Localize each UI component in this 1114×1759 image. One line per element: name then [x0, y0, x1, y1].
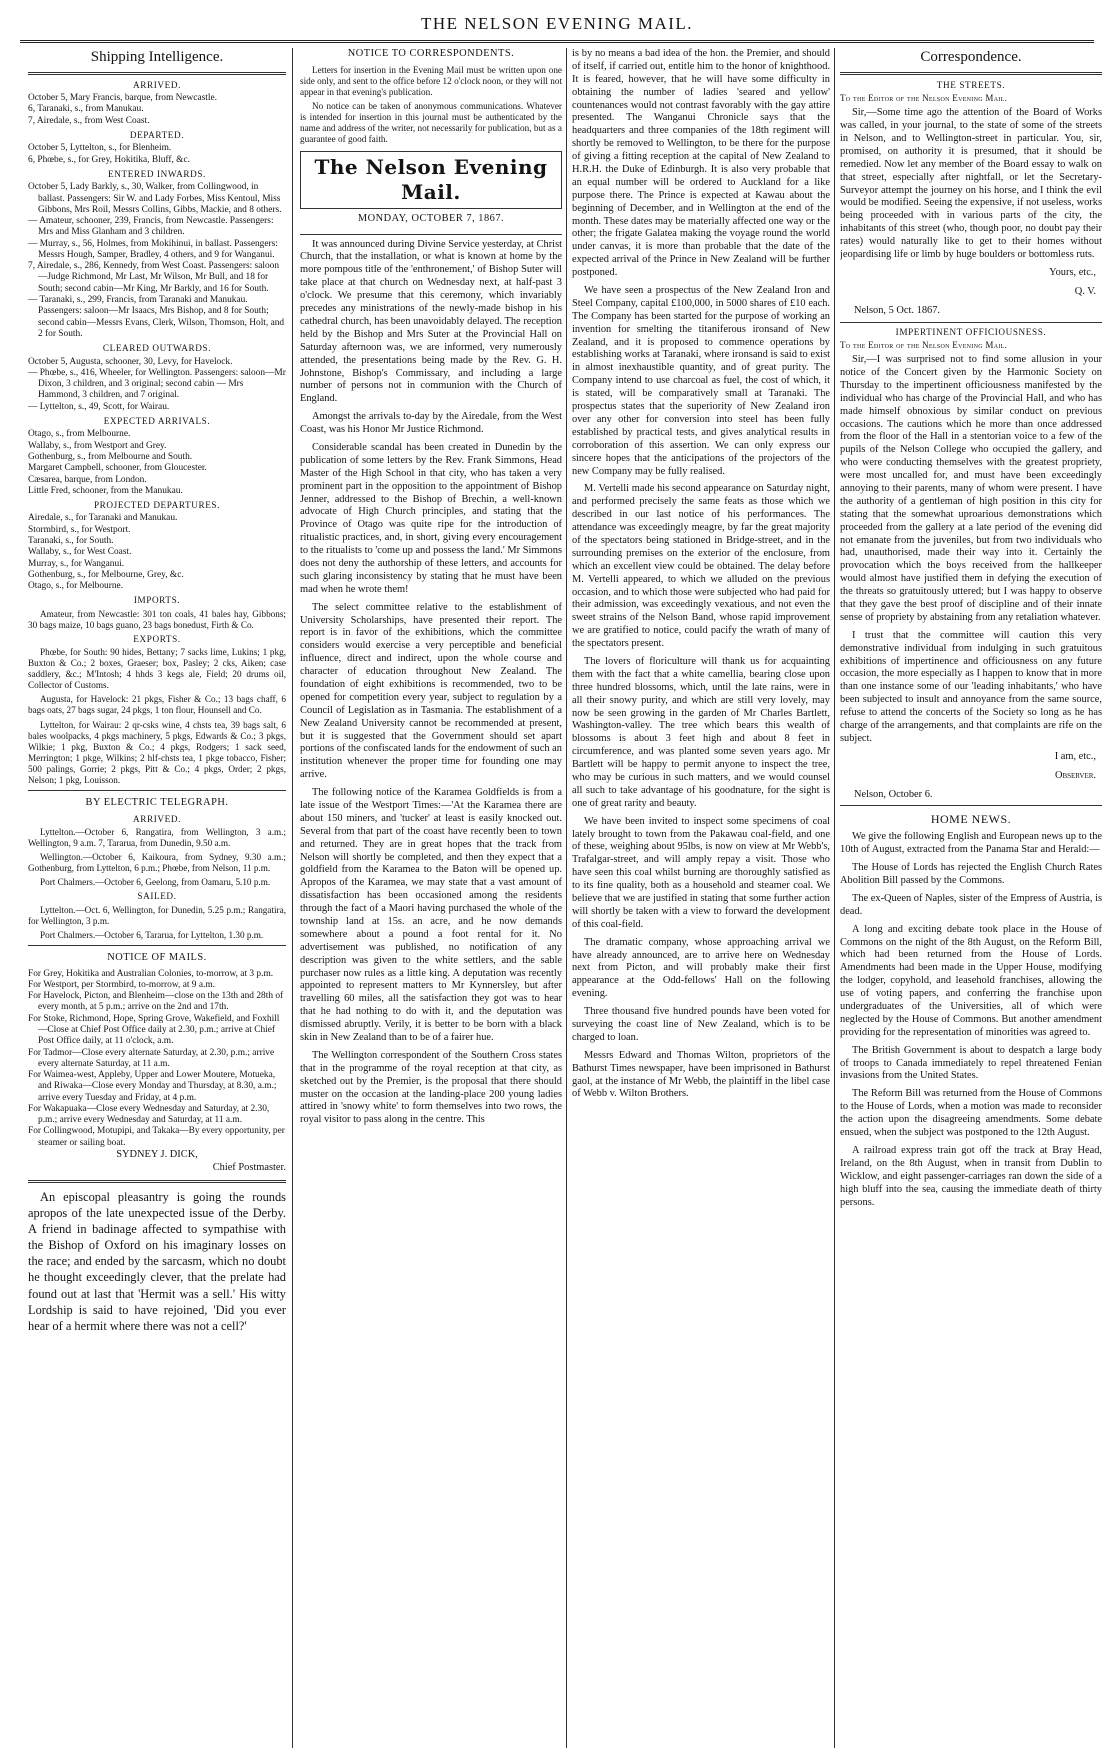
news-paragraph: A railroad express train got off the track at Bray Head, Ireland, on the 8th August, when in transit from Dublin to Wicklow, and eight passenger-carriages ran down the side of a high bluff into the sea, causing the immediate death of thirty persons.	[840, 1144, 1102, 1208]
postmaster-name: SYDNEY J. DICK,	[116, 1149, 198, 1161]
divider	[840, 322, 1102, 323]
shipping-entry: Stormbird, s., for Westport.	[28, 524, 131, 535]
mail-entry: For Tadmor—Close every alternate Saturday, at 2.30, p.m.; arrive every alternate Saturday, at 11 a.m.	[28, 1047, 275, 1069]
notice-text: Letters for insertion in the Evening Mail must be written upon one side only, and sent to the office before 12 o'clock noon, or they will not appear in that evening's publication.	[300, 64, 562, 97]
divider	[28, 790, 286, 791]
mail-entry: For Stoke, Richmond, Hope, Spring Grove, Wakefield, and Foxhill—Close at Chief Post Office daily at 2.30, p.m.; arrive at Chief Post Office daily, at 11 o'clock, a.m.	[28, 1013, 280, 1047]
derby-anecdote: An episcopal pleasantry is going the rounds apropos of the late unexpected issue of the Derby. A friend in badinage affected to sympathise with the Bishop of Oxford on his imaginary losses on the race; and ended by the sarcasm, which no doubt he thought exceedingly clever, that the prelate had found out at last that 'Hermit was a sell.' His witty Lordship is said to have rejoined, 'Did you ever hear of a hermit where there was not a cell?'	[28, 1189, 286, 1333]
shipping-entry: Murray, s., for Wanganui.	[28, 558, 125, 569]
projected-heading: PROJECTED DEPARTURES.	[93, 500, 221, 511]
shipping-entry: — Phœbe, s., 416, Wheeler, for Wellington. Passengers: saloon—Mr Dixon, 3 children, and 3 original; second cabin — Mrs Hammond, 3 children, and 7 original.	[28, 367, 286, 401]
exports-heading: EXPORTS.	[133, 633, 181, 644]
notice-heading: NOTICE TO CORRESPONDENTS.	[347, 48, 515, 59]
officiousness-heading: IMPERTINENT OFFICIOUSNESS.	[895, 326, 1047, 337]
shipping-entry: 7, Airedale, s., from West Coast.	[28, 115, 150, 126]
column-rule	[566, 48, 567, 1748]
shipping-entry: — Lyttelton, s., 49, Scott, for Wairau.	[28, 401, 170, 412]
divider	[28, 72, 286, 75]
article-paragraph: Considerable scandal has been created in Dunedin by the publication of some letters by the Rev. Frank Simmons, Head Master of the High School in that city, who has taken a very prominent part in the opposition to the appointment of Bishop Jenner, addressed to the Bishop of Brechin, a well-known advocate of High Church principles, and stating that the Province of Otago was quite ripe for the introduction of ritualistic practices, and, in short, giving every encouragement to the ritualists to 'come up and possess the land.' Mr Simmons does not deny the authorship of these letters, and accounts for such glaring inconsistency by stating that he must have been mad when he wrote them!	[300, 441, 562, 595]
letter-paragraph: Sir,—I was surprised not to find some allusion in your notice of the Concert given by the Harmonic Society on Thursday to the impertinent officiousness manifested by the individual who has charge of the Provincial Hall, and who has made himself obnoxious by similar conduct on previous occasions. The cautions which he more than once addressed from the floor of the Hall in a stentorian voice to a few of the pupils of the Nelson College who occupied the gallery, and who were conducting themselves with the greatest propriety, were most uncalled for, and must have been exceedingly annoying to their parents, many of whom were present. I have the authority of a gentleman of high position in this city for stating that the somewhat uproarious demonstrations which proceeded from the gallery at a late period of the evening did not emanate from the juveniles, but from two individuals who had, unauthorised, made their way into it. Certainly the provocation which the boys received from the hallkeeper would almost have justified them in defying the execution of the threats so gratuitously uttered; but I was happy to observe that they gave the best proof of discipline and of their innate sense of propriety by abstaining from any retaliation whatever.	[840, 354, 1102, 623]
news-paragraph: The British Government is about to despatch a large body of troops to Canada immediately to repel threatened Fenian invasions from the United States.	[840, 1044, 1102, 1082]
article-paragraph: The following notice of the Karamea Goldfields is from a late issue of the Westport Times:—'At the Karamea there are about 150 miners, and 'tucker' at least is easily knocked out. Several from that part of the coast have recently been to town and returned. They are in great hopes that the track from Nelson will shortly be completed, and then they expect that a goldfield from the Karamea to the Baton will be opened up. Apropos of the Karamea, we may state that a vast amount of dissatisfaction has been occasioned among the residents through the fact of a Maori having purchased the whole of the township land at 15s. an acre, and he now demands somewhere about a pound a foot rental for it. No advertisement was published, no notification of any description was given to the white settlers, and the sable purchaser now rules as a little king. A deputation was recently appointed to represent matters to Mr Kynnersley, but after travelling 60 miles, all the satisfaction they got was to hear that he had nothing to do with it, and the deputation was dismissed abruptly. Verily, it is better to be born with a black skin in New Zealand than to be of a fairer hue.	[300, 787, 562, 1044]
mail-entry: For Collingwood, Motupipi, and Takaka—By every opportunity, per steamer or sailing boat.	[28, 1126, 285, 1148]
masthead	[0, 0, 1114, 44]
shipping-entry: Little Fred, schooner, from the Manukau.	[28, 485, 183, 496]
article-paragraph: We have been invited to inspect some specimens of coal lately brought to town from the Pakawau coal-field, and one of these, weighing about 95lbs, is now on view at Mr Webb's, Trafalgar-street, and will amply repay a visit. Those who have seen this coal whilst burning are thoroughly satisfied as to its fine quality, both as a household and steamer coal. We believe that we are justified in stating that some further action will shortly be taken with a view to forward the development of this coal-field.	[572, 815, 830, 930]
shipping-entry: Airedale, s., for Taranaki and Manukau.	[28, 513, 178, 524]
news-paragraph: The ex-Queen of Naples, sister of the Empress of Austria, is dead.	[840, 892, 1102, 917]
departed-heading: DEPARTED.	[129, 129, 185, 140]
shipping-entry: 6, Phœbe, s., for Grey, Hokitika, Bluff, &c.	[28, 154, 190, 165]
masthead-rule	[20, 40, 1094, 43]
correspondence-title: Correspondence.	[920, 49, 1022, 65]
news-paragraph: The House of Lords has rejected the English Church Rates Abolition Bill passed by the Commons.	[840, 862, 1102, 887]
mails-heading: NOTICE OF MAILS.	[107, 951, 207, 963]
article-paragraph: The Wellington correspondent of the Southern Cross states that in the programme of the royal reception at that city, as sketched out by the Premier, is the proposal that there should muster on the occasion at the landing-place 200 young ladies attired in 'snowy white' to form themselves into two rows, the royal visitor to pass along in the centre. This	[300, 1049, 562, 1126]
letter-signature: Observer.	[1054, 769, 1096, 781]
column-editorial	[300, 48, 562, 1748]
mail-entry: For Wakapuaka—Close every Wednesday and Saturday, at 2.30, p.m.; arrive every Wednesday and Saturday, at 11 a.m.	[28, 1103, 270, 1126]
telegraph-entry: Lyttelton.—October 6, Rangatira, from Wellington, 3 a.m.; Wellington, 9 a.m. 7, Tararua, from Dunedin, 9.50 a.m.	[28, 826, 286, 849]
letter-date: Nelson, 5 Oct. 1867.	[854, 304, 941, 316]
news-paragraph: A long and exciting debate took place in the House of Commons on the night of the 8th August, on the Reform Bill, which had been returned from the House of Lords. Amendments had been made in the Upper House, modifying the lodger, copyhold, and leasehold franchises, allowing the use of voting papers, and conferring the franchise upon undergraduates of the Universities, all of which were neglected by the House of Commons. But another amendment providing for the representation of minorities was agreed to.	[840, 923, 1102, 1038]
article-paragraph: is by no means a bad idea of the hon. the Premier, and should of itself, if carried out, entitle him to the honor of knighthood. It is feared, however, that he will have some difficulty in obtaining the number of ladies 'seared and yellow' countenances would not contrast favorably with the gay attire presented. The Wanganui Chronicle says that the headquarters and three companies of the 18th regiment will shortly be removed to Wellington, to be there for the purpose of giving a fitting reception at the capital of New Zealand to H.R.H. the Duke of Edinburgh. It is also very probable that an equal number will be ordered to Auckland for a like purpose there. The Prince is expected at Kawau about the beginning of December, and in Wellington at the end of the month. These dates may be materially affected one way or the other; the frigate Galatea making the voyage round the world under canvas, it is more than probable that the date of the expected arrival of the Prince in New Zealand will be further postponed.	[572, 48, 830, 279]
shipping-entry: Otago, s., from Melbourne.	[28, 429, 131, 440]
column-rule	[292, 48, 293, 1748]
newspaper-banner	[300, 151, 562, 209]
shipping-entry: — Amateur, schooner, 239, Francis, from Newcastle. Passengers: Mrs and Miss Glanham and 3 children.	[28, 216, 274, 238]
shipping-title: Shipping Intelligence.	[90, 49, 224, 65]
issue-date: MONDAY, OCTOBER 7, 1867.	[357, 212, 505, 224]
letter-closing: Yours, etc.,	[1049, 266, 1096, 278]
shipping-entry: Gothenburg, s., for Melbourne, Grey, &c.	[28, 569, 184, 580]
shipping-entry: Wallaby, s., for West Coast.	[28, 547, 132, 558]
imports-text: Amateur, from Newcastle: 301 ton coals, 41 bales hay, Gibbons; 30 bags maize, 10 bags guano, 23 bags bonedust, Firth & Co.	[28, 608, 286, 630]
editor-salutation: To the Editor of the Nelson Evening Mail.	[840, 339, 1008, 350]
cleared-heading: CLEARED OUTWARDS.	[102, 343, 212, 354]
article-paragraph: The lovers of floriculture will thank us for acquainting them with the fact that a white camellia, bearing close upon three hundred blossoms, which, until the late rains, were in all their snowy purity, and which are still very lovely, may now be seen growing in the garden of Mr Charles Bartlett, Washington-valley. The tree which bears this wealth of blossoms is about 3 feet high and about 8 feet in circumference, and was planted some seven years ago. Mr Bartlett will be happy to permit anyone to inspect the tree, who may be curious in such matters, and we would counsel all such to take advantage of his goodnature, for the sight is one of great rarity and beauty.	[572, 655, 830, 809]
letter-paragraph: I trust that the committee will caution this very demonstrative individual from indulging in such gratuitous exhibitions of impertinence and officiousness on any future occasion, the more especially as I happen to know that in more than one instance some of our 'leading inhabitants,' who have been subjected to insult and annoyance from the same source, refuse to attend the concerts of the Society so long as he has charge of the arrangements, and that complaints are rife on the subject.	[840, 629, 1102, 744]
letter-paragraph: Sir,—Some time ago the attention of the Board of Works was called, in your journal, to the state of some of the streets in Nelson, and to Wellington-street in particular. You, sir, promised, on authority it is presumed, that it should be remedied. Now let any member of the Board essay to walk on that street, especially after nightfall, or let the Secretary-Surveyor attempt the journey on his horse, and I think the evil would be modified. Seeing the expensive, if not useless, works being proceeded with in various parts of the city, the inhabitants of this street (who, though poor, no doubt pay their rates) would naturally like to get to their homes without jeopardising life or limb by huge boulders or bottomless ruts.	[840, 107, 1102, 260]
postmaster-title: Chief Postmaster.	[212, 1161, 286, 1173]
notice-text: No notice can be taken of anonymous communications. Whatever is intended for insertion in this journal must be authenticated by the name and address of the writer, not necessarily for publication, but as a guarantee of good faith.	[300, 100, 562, 145]
tel-arrived-heading: ARRIVED.	[133, 813, 181, 824]
exports-text: Phœbe, for South: 90 hides, Bettany; 7 sacks lime, Lukins; 1 pkg, Buxton & Co.; 2 boxes, Graeser; box, Pasley; 2 cks, Aiken; case saddlery, &c.; M'Intosh; 4 hhds 3 kegs ale, Field; 20 drums oil, Collector of Customs.	[28, 647, 286, 691]
shipping-entry: October 5, Mary Francis, barque, from Newcastle.	[28, 93, 217, 103]
exports-text: Augusta, for Havelock: 21 pkgs, Fisher & Co.; 13 bags chaff, 6 bags oats, 27 bags sugar, 24 pkgs, 1 ton flour, Hounsell and Co.	[28, 694, 286, 716]
shipping-entry: Gothenburg, s., from Melbourne and South.	[28, 451, 193, 462]
shipping-entry: Margaret Campbell, schooner, from Gloucester.	[28, 463, 207, 474]
article-paragraph: Amongst the arrivals to-day by the Airedale, from the West Coast, was his Honor Mr Justice Richmond.	[300, 411, 562, 436]
letter-signature: Q. V.	[1074, 285, 1096, 297]
divider	[28, 945, 286, 946]
article-paragraph: The select committee relative to the establishment of University Scholarships, have presented their report. The report is in favor of the exhibitions, which the committee considers would exercise a very perceptible and beneficial influence, direct and indirect, upon the whole course and character of education throughout New Zealand. The foundation of eight exhibitions is recommended, two to be opened for competition every year, subject to regulation by a Council of Legislation as in Tasmania. The establishment of a New Zealand University cannot be recommended at present, but it is suggested that the Government should set apart portions of the confiscated lands for the endowment of such an institution whenever the proper time for founding one may arrive.	[300, 601, 562, 781]
shipping-entry: 6, Taranaki, s., from Manukau.	[28, 104, 144, 115]
imports-heading: IMPORTS.	[133, 595, 181, 606]
home-news-heading: HOME NEWS.	[930, 812, 1012, 827]
shipping-entry: Taranaki, s., for South.	[28, 536, 114, 547]
shipping-entry: Otago, s., for Melbourne.	[28, 581, 124, 592]
article-paragraph: Three thousand five hundred pounds have been voted for surveying the coast line of New Zealand, which is to be charged to loan.	[572, 1006, 830, 1043]
shipping-entry: October 5, Lady Barkly, s., 30, Walker, from Collingwood, in ballast. Passengers: Sir W. and Lady Forbes, Miss Kentoul, Miss Gibbons, Mrs Roil, Messrs Collins, Gibbs, Mackie, and 8 others.	[28, 182, 282, 215]
divider	[840, 805, 1102, 806]
banner-title: The Nelson Evening Mail.	[314, 155, 548, 204]
tel-sailed-heading: SAILED.	[137, 891, 177, 902]
streets-heading: THE STREETS.	[936, 79, 1006, 90]
shipping-entry: — Taranaki, s., 299, Francis, from Taranaki and Manukau. Passengers: saloon—Mr Isaacs, Mrs Bishop, and 8 for South; second cabin—Messrs Evans, Clerk, Wilson, Thomson, Holt, and 2 for South.	[28, 295, 285, 339]
expected-heading: EXPECTED ARRIVALS.	[103, 415, 211, 426]
shipping-entry: 7, Airedale, s., 286, Kennedy, from West Coast. Passengers: saloon—Judge Richmond, Mr Last, Mr Wilson, Mr Bull, and 18 for South; second cabin—Mr King, Mr Barkly, and 16 for South.	[28, 261, 280, 294]
column-news	[572, 48, 830, 1748]
entered-heading: ENTERED INWARDS.	[108, 168, 206, 179]
letter-date: Nelson, October 6.	[854, 788, 933, 800]
shipping-entry: October 5, Augusta, schooner, 30, Levy, for Havelock.	[28, 356, 233, 367]
article-paragraph: Messrs Edward and Thomas Wilton, proprietors of the Bathurst Times newspaper, have been imprisoned in Bathurst gaol, at the instance of Mr Webb, the plaintiff in the libel case of Webb v. Wilton Brothers.	[572, 1049, 830, 1100]
exports-text: Lyttelton, for Wairau: 2 qr-csks wine, 4 chsts tea, 39 bags salt, 6 bales woolpacks, 4 pkgs machinery, 5 pkgs, Edwards & Co.; 3 pkgs, Wilkie; 1 pkg, Buxton & Co.; 4 pkgs, Rodgers; 1 sack seed, Merrington; 1 pkge, Wilkins; 2 hlf-chsts tea, 1 pkge tobacco, Fisher; 500 palings, Gorrie; 2 pkgs, Pitt & Co.; 4 pkgs, Order; 2 pkgs, Nelson; 1 pkg, Louisson.	[28, 719, 286, 785]
divider	[840, 72, 1102, 75]
telegraph-entry: Port Chalmers.—October 6, Geelong, from Oamaru, 5.10 p.m.	[40, 877, 271, 888]
shipping-entry: — Murray, s., 56, Holmes, from Mokihinui, in ballast. Passengers: Messrs Hough, Samper, Bradley, 4 others, and 9 for Wanganui.	[28, 238, 278, 260]
editor-salutation: To the Editor of the Nelson Evening Mail.	[840, 93, 1008, 103]
shipping-entry: Wallaby, s., from Westport and Grey.	[28, 440, 167, 451]
mail-entry: For Havelock, Picton, and Blenheim—close on the 13th and 28th of every month, at 5 p.m.; arrive on the 2nd and 17th.	[28, 991, 284, 1013]
divider	[28, 1180, 286, 1183]
mail-entry: For Westport, per Stormbird, to-morrow, at 9 a.m.	[28, 979, 215, 990]
divider	[300, 234, 562, 235]
telegraph-heading: BY ELECTRIC TELEGRAPH.	[85, 796, 229, 808]
news-paragraph: We give the following English and European news up to the 10th of August, extracted from the Panama Star and Herald:—	[840, 831, 1102, 856]
article-paragraph: The dramatic company, whose approaching arrival we have already announced, are to arrive here on Wednesday next from Picton, and will probably make their first appearance at the Odd-fellows' Hall on the following evening.	[572, 936, 830, 1000]
mail-entry: For Grey, Hokitika and Australian Colonies, to-morrow, at 3 p.m.	[28, 968, 274, 979]
column-shipping	[28, 48, 286, 1748]
article-paragraph: It was announced during Divine Service yesterday, at Christ Church, that the installation, or what is known at home by the more pompous title of the 'enthronement,' of Bishop Suter will take place at that church on Wednesday next, at half-past 3 o'clock. We presume that this ceremony, which invariably precedes any ministrations of the newly-made bishop in his cathedral church, has been unavoidably delayed. The reception held by the Bishop and Mrs Suter at the Provincial Hall on Saturday afternoon was, we are informed, very numerously attended, the presentations being made by the Rev. G. H. Johnstone, Bishop's Commissary, and including a large number of persons not in communion with the Church of England.	[300, 238, 562, 405]
letter-closing: I am, etc.,	[1054, 750, 1096, 762]
column-rule	[834, 48, 835, 1748]
shipping-entry: October 5, Lyttelton, s., for Blenheim.	[28, 143, 172, 154]
telegraph-entry: Wellington.—October 6, Kaikoura, from Sydney, 9.30 a.m.; Gothenburg, from Lyttelton, 6 p.m.; Phœbe, from Nelson, 11 p.m.	[28, 852, 286, 874]
newspaper-title: THE NELSON EVENING MAIL.	[420, 14, 694, 33]
article-paragraph: M. Vertelli made his second appearance on Saturday night, and performed precisely the same feats as those which we described in our last notice of his performances. The attendance was exceedingly meagre, by far the great majority of the spectators being stationed in Bridge-street, and in the surrounding premises on the exterior of the enclosure, from which an excellent view could be obtained. The delay before M. Vertelli appeared, to which we alluded on the previous occasion, and to which those were subjected who had paid for their admission, was exceedingly vexatious, and not even the sweet strains of the Nelson Band, whose rapid improvement we are gratified to notice, could pacify the wrath of many of the spectators present.	[572, 483, 830, 650]
column-correspondence	[840, 48, 1102, 1748]
article-paragraph: We have seen a prospectus of the New Zealand Iron and Steel Company, capital £100,000, in 5000 shares of £10 each. The Company has been started for the purpose of working an invention for smelting the titaniferous ironsand of New Zealand, and it is proposed to commence operations by establishing works at Taranaki, where ironsand is said to exist in almost inexhaustible quantity, and of great purity. The Company intend to use charcoal as fuel, the cost of which, it is stated, will be comparatively small at Taranaki. The prospectus states that the superiority of New Zealand iron over any other for conversion into steel has been fully established by practical tests, and gives analytical results in corroboration of this assertion. We can only express our sincere hopes that the anticipations of the projectors of the new Company may be fully realised.	[572, 285, 830, 477]
telegraph-entry: Lyttelton.—Oct. 6, Wellington, for Dunedin, 5.25 p.m.; Rangatira, for Wellington, 3 p.m.	[28, 904, 286, 926]
mail-entry: For Waimea-west, Appleby, Upper and Lower Moutere, Motueka, and Riwaka—Close every Monday and Thursday, at 8.30, a.m.; arrive every Tuesday and Friday, at 4 p.m.	[28, 1070, 277, 1103]
arrived-heading: ARRIVED.	[133, 79, 181, 90]
shipping-entry: Cæsarea, barque, from London.	[28, 474, 147, 485]
news-paragraph: The Reform Bill was returned from the House of Commons to the House of Lords, when a motion was made to reconsider the action upon the disagreeing amendments. Some debate ensued, when the subject was postponed to the 12th August.	[840, 1088, 1102, 1139]
telegraph-entry: Port Chalmers.—October 6, Tararua, for Lyttelton, 1.30 p.m.	[40, 929, 264, 940]
